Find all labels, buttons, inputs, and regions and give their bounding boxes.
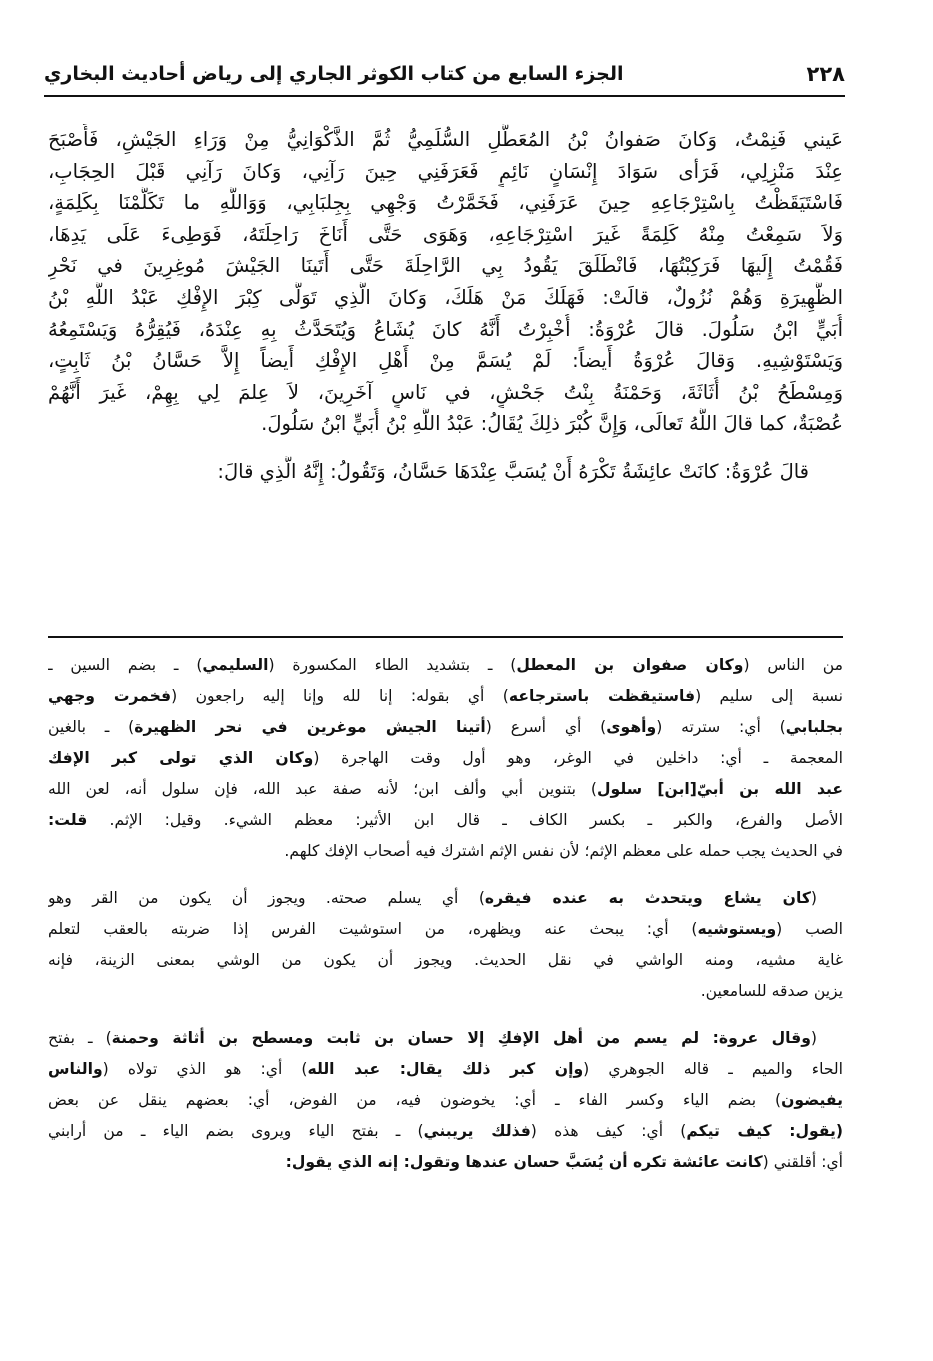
commentary-line (48, 650, 843, 681)
commentary-text: ) أي بقوله: إنا لله وإنا إليه راجعون ( (171, 687, 509, 705)
header-rule (44, 95, 845, 97)
commentary-text: يزين صدقه للسامعين. (700, 982, 843, 1000)
commentary-text: ) ـ بضم السين ـ (48, 656, 203, 674)
footnote-separator (48, 636, 843, 638)
commentary-text: ) بضم الياء وكسر الفاء ـ أي: يخوضون فيه، من الفوض، أي: بعضهم ينقل عن بعض (48, 1091, 782, 1109)
commentary-text: ) بتنوين أبي وألف ابن؛ لأنه صفة عبد الله، فإن سلول أنه، لعن الله (48, 780, 598, 798)
commentary-text: ) أي: كيف هذه ( (530, 1122, 687, 1140)
commentary-text: ) ـ بفتح الياء ويروى بضم الياء ـ من أرابني (48, 1122, 424, 1140)
commentary-text: ) ـ بالغين (48, 718, 135, 736)
quoted-hadith-text: يفيضون (781, 1091, 843, 1109)
quoted-hadith-text: ويستوشيه (697, 920, 777, 938)
running-header (44, 56, 845, 92)
commentary-text: ( (810, 1029, 817, 1047)
page-number: ٢٢٨ (806, 62, 845, 86)
quoted-hadith-text: كان يشاع ويتحدث به عنده فيقره (484, 889, 811, 907)
text-line: عَيني فَنِمْتُ، وَكانَ صَفوانُ بْنُ المُعَطَّلِ السُّلَمِيُّ ثُمَّ الذَّكْوَانِيُّ مِنْ وَرَاءِ الجَيْشِ، فَأَصْبَحَ (48, 128, 843, 151)
commentary-text: غاية مشيه، ومنه الواشي في نقل الحديث. ويجوز أن يكون من الوشي بمعنى الزينة، فإنه (48, 951, 843, 969)
commentary-text: ) أي أسرع ( (485, 718, 607, 736)
commentary-line (48, 805, 843, 836)
commentary (48, 650, 843, 1194)
commentary-text: ) ـ بتشديد الطاء المكسورة ( (268, 656, 517, 674)
commentary-text: الحاء والميم ـ قاله الجوهري ( (583, 1060, 843, 1078)
quoted-hadith-text: فخمرت وجهي (48, 687, 172, 705)
commentary-paragraph (48, 650, 843, 867)
commentary-text: ) ـ بفتح (48, 1029, 112, 1047)
text-line: وَيَسْتَوْشِيهِ. وَقالَ عُرْوَةُ أَيضاً: لَمْ يُسَمَّ مِنْ أَهْلِ الإِفْكِ أَيضاً إِلاَّ حَسَّانُ بْنُ ثَابِتٍ، (48, 349, 843, 373)
quoted-hadith-text: وكان الذي تولى كبر الإفك (48, 749, 314, 767)
commentary-text: من الناس ( (743, 656, 843, 674)
quoted-hadith-text: فذلك يريبني (423, 1122, 531, 1140)
text-line: عُصْبَةٌ، كما قالَ اللَّهُ تَعالَى، وَإِنَّ كُبْرَ ذلِكَ يُقَالُ: عَبْدُ اللَّهِ بْنُ أُبَيٍّ ابْنُ سَلُولَ. (261, 412, 843, 436)
commentary-text: أي: أقلقني ( (762, 1153, 843, 1171)
commentary-line (48, 1085, 843, 1116)
commentary-text: ( (810, 889, 818, 907)
quoted-hadith-text: قلت: (48, 811, 88, 829)
quoted-hadith-text: بجلبابي (785, 718, 843, 736)
commentary-text: نسبة إلى سليم ( (695, 687, 843, 705)
commentary-line (48, 1147, 843, 1178)
quoted-hadith-text: فاستيقظت باسترجاعه (508, 687, 696, 705)
commentary-line (48, 774, 843, 805)
commentary-line (48, 743, 843, 774)
text-paragraph: قالَ عُرْوَةُ: كانَتْ عائِشَةُ تَكْرَهُ أَنْ يُسَبَّ عِنْدَهَا حَسَّانُ، وَتَقُولُ: إِنَّهُ الَّذِي قالَ: (217, 459, 809, 483)
book-title: الجزء السابع من كتاب الكوثر الجاري إلى رياض أحاديث البخاري (44, 63, 624, 85)
text-line: فَاسْتَيَقَظْتُ بِاسْتِرْجَاعِهِ حِينَ عَرَفَنِي، فَخَمَّرْتُ وَجْهِي بِجِلبَابِي، وَوَاللَّهِ ما تَكَلَّمْنَا بِكَلِمَةٍ، (48, 191, 843, 215)
commentary-line (48, 883, 843, 914)
quoted-hadith-text: وقال عروة: لم يسم من أهل الإفكِ إلا حسان بن ثابت ومسطح بن أثاثة وحمنة (111, 1029, 811, 1047)
commentary-paragraph (48, 883, 843, 1007)
text-line: عِنْدَ مَنْزِلِي، فَرَأى سَوَادَ إِنْسَانٍ نَائِمٍ فَعَرَفَنِي حِينَ رَآنِي، وَكانَ رَآنِي قَبْلَ الحِجَابِ، (48, 159, 843, 183)
quoted-hadith-text: أتينا الجيش موغرين في نحر الظهيرة (134, 718, 486, 736)
commentary-line (48, 836, 843, 867)
main-text (48, 124, 843, 488)
commentary-line (48, 1054, 843, 1085)
commentary-line (48, 976, 843, 1007)
commentary-text: الأصل والفرع، والكبر ـ بكسر الكاف ـ قال ابن الأثير: معظم الشيء. وقيل: الإثم. (87, 811, 843, 829)
quoted-hadith-text: عبد الله بن أبيّ[ابن] سلول (597, 780, 843, 798)
quoted-hadith-text: السليمي (202, 656, 269, 674)
quoted-hadith-text: وكان صفوان بن المعطل (516, 656, 744, 674)
commentary-paragraph (48, 1023, 843, 1178)
commentary-text: في الحديث يجب حمله على معظم الإثم؛ لأن نفس الإثم اشترك فيه أصحاب الإفك كلهم. (284, 842, 843, 860)
commentary-text: ) أي: هو الذي تولاه ( (102, 1060, 308, 1078)
commentary-line (48, 1116, 843, 1147)
text-line: وَمِسْطَحُ بْنُ أُثَاثَةَ، وَحَمْنَةُ بِنْتُ جَحْشٍ، في نَاسٍ آخَرِينَ، لاَ عِلمَ لِي بِهِمْ، غَيرَ أَنَّهُمْ (48, 380, 843, 404)
commentary-line (48, 712, 843, 743)
text-line: أُبَيٍّ ابْنُ سَلُولَ. قالَ عُرْوَةُ: أُخْبِرْتُ أَنَّهُ كانَ يُشَاعُ وَيُتَحَدَّثُ بِهِ عِنْدَهُ، فَيُقِرُّهُ وَيَسْتَمِعُهُ (48, 317, 843, 341)
text-line: وَلاَ سَمِعْتُ مِنْهُ كَلِمَةً غَيرَ اسْتِرْجَاعِهِ، وَهَوَى حَتَّى أَنَاخَ رَاحِلَتَهُ، فَوَطِىءَ عَلَى يَدِهَا، (48, 222, 843, 246)
commentary-text: المعجمة ـ أي: داخلين في الوغر، وهو أول وقت الهاجرة ( (313, 749, 843, 767)
commentary-line (48, 1023, 843, 1054)
quoted-hadith-text: (يقول: كيف تيكم (686, 1122, 843, 1140)
quoted-hadith-text: وإن كبر ذلك يقال: عبد الله (307, 1060, 584, 1078)
quoted-hadith-text: كانت عائشة تكره أن يُسَبَّ حسان عندها وتقول: إنه الذي يقول: (285, 1153, 763, 1171)
commentary-line (48, 681, 843, 712)
text-line: فَقُمْتُ إِلَيهَا فَرَكِبْتُهَا، فَانْطَلَقَ يَقُودُ بِي الرَّاحِلَةَ حَتَّى أَتَينَا الجَيْشَ مُوغِرِينَ في نَحْرِ (48, 254, 843, 278)
commentary-text: ) أي يسلم صحته. ويجوز أن يكون من القر وهو (48, 889, 485, 907)
commentary-text: ) أي: سترته ( (656, 718, 786, 736)
quoted-hadith-text: والناس (48, 1060, 103, 1078)
commentary-line (48, 945, 843, 976)
commentary-line (48, 914, 843, 945)
text-line: الظَّهِيرَةِ وَهُمْ نُزُولٌ، قالَتْ: فَهَلَكَ مَنْ هَلَكَ، وَكانَ الَّذِي تَوَلَّى كِبْرَ الإِفْكِ عَبْدُ اللَّهِ بْنُ (48, 285, 843, 309)
commentary-text: ) أي: يبحث عنه ويظهره، من استوشيت الفرس إذا ضربته بالعقب لتعلم (48, 920, 698, 938)
commentary-text: الصب ( (776, 920, 843, 938)
quoted-hadith-text: وأهوى (606, 718, 657, 736)
